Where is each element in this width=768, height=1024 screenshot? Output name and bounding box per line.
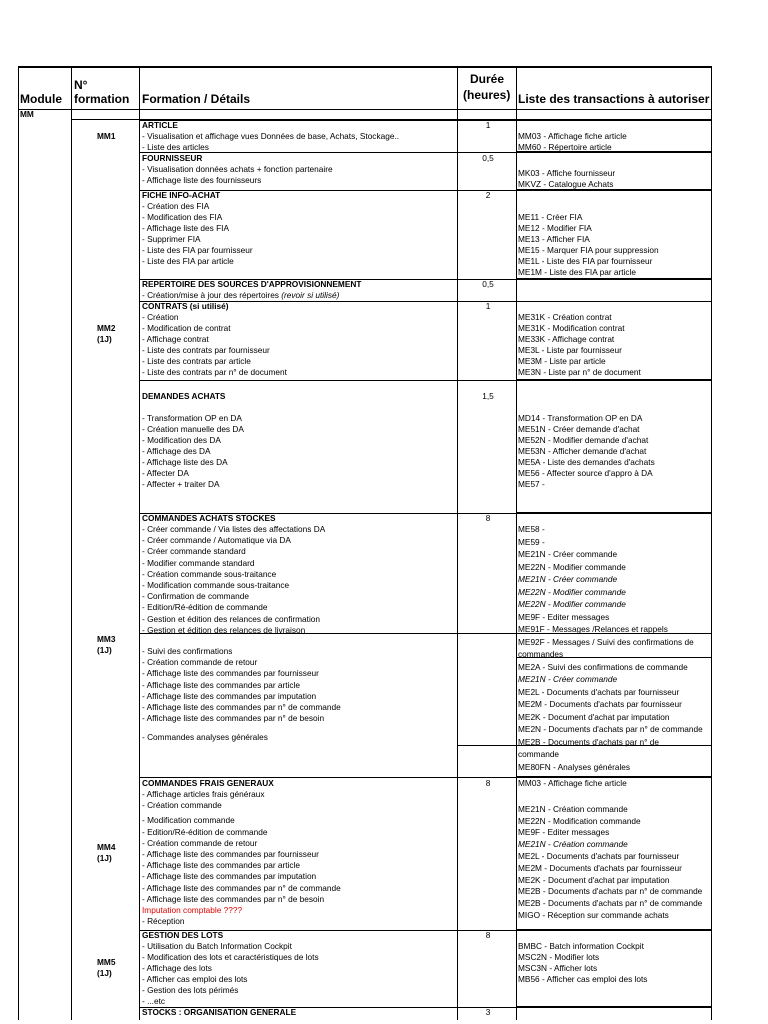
detail-line: - Création des FIA [142,201,210,211]
detail-line: - Liste des contrats par n° de document [142,367,287,377]
header-duration-line2: (heures) [463,88,511,102]
transaction-line: MK03 - Affiche fournisseur [518,168,616,178]
detail-line: - Créer commande / Automatique via DA [142,535,291,546]
header-formation: Formation / Détails [142,92,251,106]
section-top-border [139,152,712,153]
transaction-line: ME22N - Modifier commande [518,586,626,597]
transaction-line: ME2M - Documents d'achats par fournisseur [518,862,682,873]
header-number-line1: N° [74,78,88,92]
transaction-line: ME58 - [518,524,545,534]
transaction-line: ME91F - Messages /Relances et rappels [518,624,668,634]
transaction-line: MSC3N - Afficher lots [518,963,598,973]
section-title: CONTRATS (si utilisé) [142,301,229,311]
transaction-line: MM03 - Affichage fiche article [518,131,627,141]
detail-line: - Affichage liste des commandes par fournisseur [142,849,319,859]
transaction-line: ME3N - Liste par n° de document [518,367,641,377]
column-border-duration [457,66,458,1020]
detail-line: - Affichage liste des commandes par n° de besoin [142,713,325,724]
transaction-line: ME31K - Modification contrat [518,323,625,333]
transaction-line: ME2A - Suivi des confirmations de commande [518,661,688,672]
transaction-line: ME21N - Création commande [518,839,628,850]
transaction-line: ME2L - Documents d'achats par fournisseur [518,686,680,697]
section-top-border [139,120,712,121]
detail-line: - Suivi des confirmations [142,646,233,656]
transaction-line: ME2L - Documents d'achats par fournisseur [518,851,680,861]
transaction-line: ME2B - Documents d'achats par n° de [518,736,659,747]
header-bottom-border [18,109,712,110]
section-top-border [139,190,712,191]
detail-line: - Affecter + traiter DA [142,479,220,489]
column-border-right [711,66,712,1020]
detail-line: - Modification de contrat [142,323,231,333]
header-duration-line1: Durée [470,72,505,86]
transaction-line: ME15 - Marquer FIA pour suppression [518,245,659,255]
section-days: (1J) [97,645,112,655]
transaction-line: MM03 - Affichage fiche article [518,778,627,788]
transaction-line: ME1M - Liste des FIA par article [518,267,637,277]
transaction-line: ME2B - Documents d'achats par n° de commande [518,886,703,897]
transaction-line: MIGO - Réception sur commande achats [518,910,669,920]
section-duration: 1 [485,301,491,311]
transaction-line: ME22N - Modifier commande [518,599,626,609]
section-title: COMMANDES ACHATS STOCKES [142,513,276,523]
detail-line: - Confirmation de commande [142,591,249,602]
detail-line: - Gestion et édition des relances de livraison [142,624,306,635]
section-code: MM4 [97,842,116,852]
detail-line: - Affecter DA [142,468,189,478]
detail-line: - Affichage liste des commandes par n° de commande [142,882,341,893]
detail-line: - Visualisation et affichage vues Données de base, Achats, Stockage.. [142,131,400,141]
transaction-line: MB56 - Afficher cas emploi des lots [518,974,648,984]
detail-line: - Commandes analyses générales [142,732,268,743]
section-duration: 1 [485,120,491,130]
detail-line: - Réception [142,916,185,927]
transaction-line: ME5A - Liste des demandes d'achats [518,457,655,467]
transaction-line: ME2B - Documents d'achats par n° de commande [518,898,703,909]
section-title: STOCKS : ORGANISATION GENERALE [142,1007,297,1017]
transaction-line: ME56 - Affecter source d'appro à DA [518,468,653,478]
section-title: FICHE INFO-ACHAT [142,190,221,200]
detail-line: - Liste des FIA par article [142,256,234,266]
transaction-line: ME11 - Créer FIA [518,212,583,222]
detail-line: - Affichage liste des commandes par article [142,860,301,871]
transaction-line: ME12 - Modifier FIA [518,223,592,233]
transaction-line: ME92F - Messages / Suivi des confirmations de [518,636,694,647]
detail-line: - Affichage des lots [142,963,212,973]
section-top-border [139,380,712,381]
detail-line: - Modification des FIA [142,212,223,222]
transaction-line: ME1L - Liste des FIA par fournisseur [518,256,653,266]
transaction-line: ME51N - Créer demande d'achat [518,424,640,434]
detail-line: - Création commande de retour [142,837,258,848]
detail-line: - Création manuelle des DA [142,424,244,434]
detail-line: - Création [142,312,179,322]
detail-line: - Création commande de retour [142,657,258,668]
transaction-line: ME9F - Editer messages [518,827,610,838]
section-code: MM1 [97,131,116,141]
detail-line: - Afficher cas emploi des lots [142,974,248,984]
transaction-line: ME22N - Modification commande [518,815,641,826]
detail-line: - Création commande sous-traitance [142,568,277,579]
transaction-line: ME53N - Afficher demande d'achat [518,446,647,456]
detail-line: - Modification des lots et caractéristiques de lots [142,952,319,962]
section-code: MM5 [97,957,116,967]
detail-line: Imputation comptable ???? [142,905,243,915]
section-days: (1J) [97,853,112,863]
section-duration: 8 [485,513,491,523]
detail-line: - Affichage liste des commandes par imputation [142,871,317,882]
column-border-formation [139,66,140,1020]
section-duration: 3 [485,1007,491,1017]
transaction-line: ME57 - [518,479,545,489]
transaction-line: ME9F - Editer messages [518,611,610,622]
detail-line: - Affichage articles frais généraux [142,789,265,799]
detail-line: - Modification des DA [142,435,221,445]
transaction-line: ME59 - [518,536,545,547]
detail-line: - Affichage liste des commandes par fournisseur [142,668,319,679]
detail-line: - Créer commande / Via listes des affectations DA [142,524,326,534]
section-top-border [139,930,712,931]
detail-line: - Edition/Ré-édition de commande [142,826,268,837]
column-border-left [18,66,19,1020]
transaction-line: ME21N - Créer commande [518,549,618,559]
detail-line: - Liste des contrats par fournisseur [142,345,270,355]
detail-line: - Edition/Ré-édition de commande [142,602,268,613]
section-title: ARTICLE [142,120,178,130]
detail-line: - Affichage liste des fournisseurs [142,175,262,185]
transaction-line: ME21N - Création commande [518,803,628,814]
section-title: REPERTOIRE DES SOURCES D'APPROVISIONNEMENT [142,279,362,289]
detail-line: - Liste des contrats par article [142,356,251,366]
transaction-line: ME13 - Afficher FIA [518,234,590,244]
module-code: MM [20,109,34,119]
header-transactions: Liste des transactions à autoriser [518,92,710,106]
detail-line: - Liste des articles [142,142,209,152]
detail-line: - Gestion et édition des relances de confirmation [142,613,321,624]
column-border-transactions [516,66,517,1020]
transaction-line: MKVZ - Catalogue Achats [518,179,614,189]
transaction-line: ME21N - Créer commande [518,574,618,584]
transaction-line: commandes [518,649,564,659]
section-code: MM2 [97,323,116,333]
table-top-border-double [18,67,712,68]
section-days: (1J) [97,968,112,978]
transaction-line: ME21N - Créer commande [518,674,618,684]
section-title: COMMANDES FRAIS GENERAUX [142,778,274,788]
detail-line: - Affichage liste des commandes par article [142,679,301,690]
transaction-line: ME2K - Document d'achat par imputation [518,874,670,885]
detail-line: - Supprimer FIA [142,234,201,244]
transaction-line: ME2K - Document d'achat par imputation [518,711,670,722]
section-title: DEMANDES ACHATS [142,391,226,401]
transaction-line: MM60 - Répertoire article [518,142,612,152]
transaction-line: MSC2N - Modifier lots [518,952,600,962]
section-days: (1J) [97,334,112,344]
detail-line: - Création/mise à jour des répertoires (revoir si utilisé) [142,290,340,300]
section-title: GESTION DES LOTS [142,930,224,940]
section-duration: 8 [485,930,491,940]
detail-line: - Créer commande standard [142,546,246,557]
header-number-line2: formation [74,92,130,106]
transaction-line: ME2N - Documents d'achats par n° de commande [518,724,703,734]
detail-line: - Visualisation données achats + fonction partenaire [142,164,333,174]
detail-line: - Transformation OP en DA [142,413,242,423]
detail-line: - Affichage des DA [142,446,211,456]
section-duration: 0,5 [482,279,494,289]
transaction-line: commande [518,749,560,759]
transaction-line: MD14 - Transformation OP en DA [518,413,643,423]
detail-line: - Gestion des lots périmés [142,985,239,995]
column-border-number [71,66,72,1020]
detail-line: - Affichage liste des commandes par imputation [142,690,317,701]
section-note: (revoir si utilisé) [281,290,340,300]
detail-line: - Création commande [142,800,222,811]
section-code: MM3 [97,634,116,644]
header-module: Module [20,92,62,106]
section-duration: 1,5 [482,391,494,401]
transaction-line: ME52N - Modifier demande d'achat [518,435,649,445]
detail-line: - Modifier commande standard [142,557,255,568]
detail-line: - Liste des FIA par fournisseur [142,245,253,255]
detail-line: - Modification commande sous-traitance [142,580,290,590]
transaction-line: ME3L - Liste par fournisseur [518,345,622,355]
detail-line: - Affichage liste des FIA [142,223,230,233]
transaction-line: ME31K - Création contrat [518,312,612,322]
section-duration: 8 [485,778,491,788]
transaction-line: ME2M - Documents d'achats par fournisseur [518,699,682,709]
transaction-line: ME33K - Affichage contrat [518,334,615,344]
transaction-line: ME3M - Liste par article [518,356,606,366]
detail-line: - Affichage contrat [142,334,209,344]
detail-line: - Affichage liste des DA [142,457,228,467]
transaction-line: BMBC - Batch information Cockpit [518,941,644,951]
detail-line: - Affichage liste des commandes par n° de besoin [142,893,325,904]
section-duration: 2 [485,190,491,200]
section-duration: 0,5 [482,153,494,163]
detail-line: - Affichage liste des commandes par n° de commande [142,702,341,712]
detail-line: - Modification commande [142,815,235,826]
detail-line: - ...etc [142,996,166,1006]
section-title: FOURNISSEUR [142,153,203,163]
transaction-line: ME22N - Modifier commande [518,561,626,572]
transaction-line: ME80FN - Analyses générales [518,761,631,772]
detail-line: - Utilisation du Batch Information Cockpit [142,941,292,951]
